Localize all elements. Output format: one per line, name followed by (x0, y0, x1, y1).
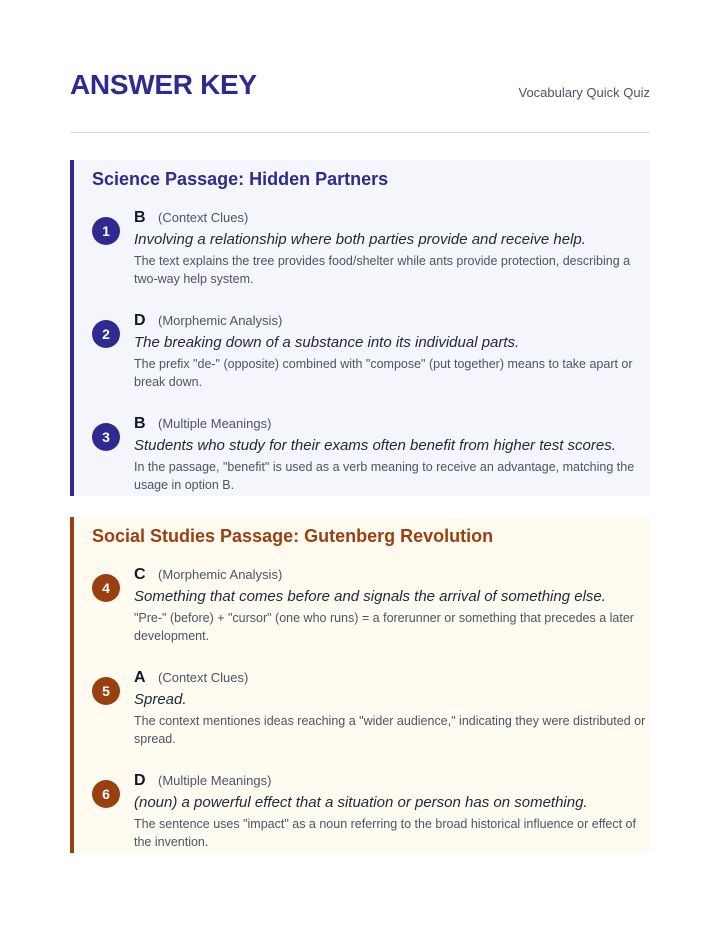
answer-line (134, 565, 650, 585)
answer-item (92, 311, 650, 410)
answer-category: (Morphemic Analysis) (158, 567, 283, 582)
answer-line (134, 668, 650, 688)
section-title: Science Passage: Hidden Partners (92, 169, 389, 189)
answer-definition: Spread. (134, 691, 187, 708)
answer-item (92, 208, 650, 307)
science-section (70, 160, 650, 496)
section-title: Social Studies Passage: Gutenberg Revolution (92, 526, 494, 546)
quiz-subtitle: Vocabulary Quick Quiz (518, 85, 650, 100)
answer-explanation: The sentence uses "impact" as a noun referring to the broad historical influence or effect of the invention. (134, 817, 636, 849)
answer-item (92, 771, 650, 870)
answer-definition: (noun) a powerful effect that a situation or person has on something. (134, 794, 588, 811)
question-number-badge: 5 (92, 677, 120, 705)
answer-line (134, 208, 650, 228)
answer-category: (Context Clues) (158, 210, 249, 225)
question-number-badge: 1 (92, 217, 120, 245)
question-number-badge: 2 (92, 320, 120, 348)
answer-line (134, 771, 650, 791)
answer-letter: D (134, 772, 146, 789)
answer-letter: C (134, 566, 146, 583)
answer-explanation: The prefix "de-" (opposite) combined with "compose" (put together) means to take apart or break down. (134, 357, 633, 389)
answer-letter: A (134, 669, 146, 686)
answer-definition: Students who study for their exams often benefit from higher test scores. (134, 437, 616, 454)
answer-definition: Involving a relationship where both parties provide and receive help. (134, 231, 586, 248)
answer-explanation: The context mentiones ideas reaching a "wider audience," indicating they were distributed or spread. (134, 714, 646, 746)
answer-category: (Context Clues) (158, 670, 249, 685)
answer-line (134, 414, 650, 434)
answer-letter: D (134, 312, 146, 329)
page-header (70, 0, 650, 133)
answer-category: (Multiple Meanings) (158, 416, 272, 431)
answer-line (134, 311, 650, 331)
answer-item (92, 668, 650, 767)
answer-letter: B (134, 415, 146, 432)
answer-key-page (70, 0, 650, 849)
page-title: ANSWER KEY (70, 69, 257, 100)
answer-letter: B (134, 209, 146, 226)
answer-explanation: The text explains the tree provides food/shelter while ants provide protection, describing a two-way help system. (134, 254, 631, 286)
answer-definition: The breaking down of a substance into its individual parts. (134, 334, 520, 351)
social-studies-section (70, 517, 650, 853)
answer-category: (Multiple Meanings) (158, 773, 272, 788)
question-number-badge: 6 (92, 780, 120, 808)
answer-item (92, 414, 650, 513)
answer-category: (Morphemic Analysis) (158, 313, 283, 328)
answer-definition: Something that comes before and signals the arrival of something else. (134, 588, 606, 605)
answer-explanation: In the passage, "benefit" is used as a verb meaning to receive an advantage, matching the usage in option B. (134, 460, 635, 492)
question-number-badge: 3 (92, 423, 120, 451)
answer-explanation: "Pre-" (before) + "cursor" (one who runs) = a forerunner or something that precedes a later development. (134, 611, 634, 643)
answer-item (92, 565, 650, 664)
question-number-badge: 4 (92, 574, 120, 602)
